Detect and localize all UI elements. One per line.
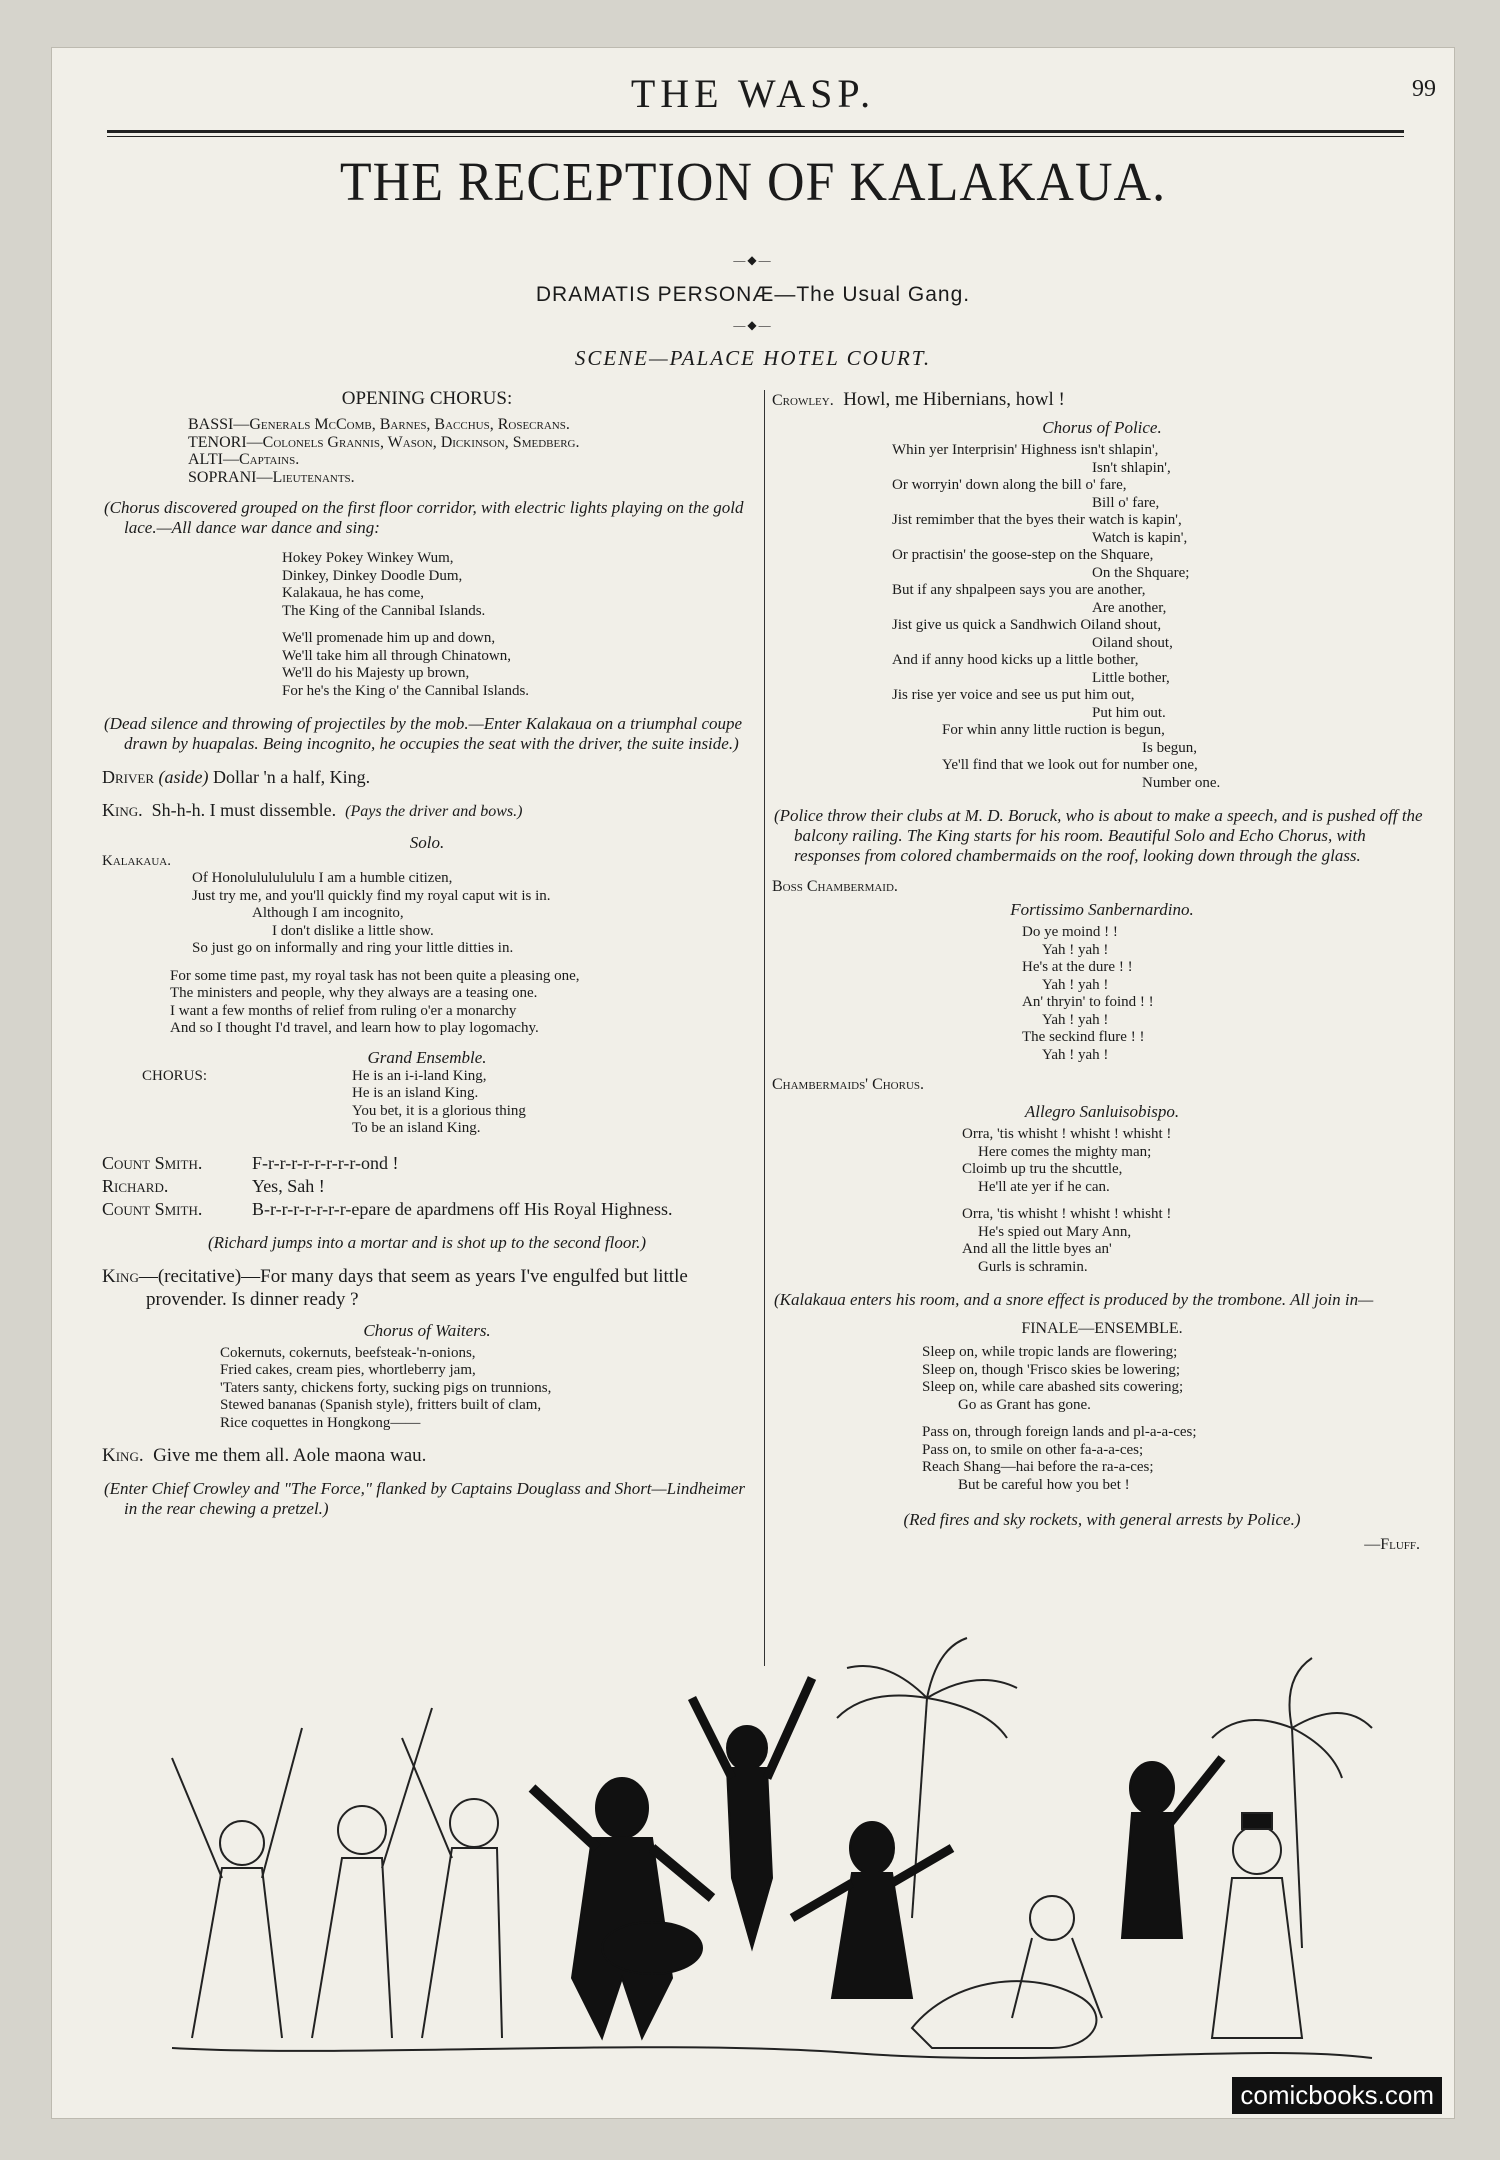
verse-line: Sleep on, though 'Frisco skies be lowering; (922, 1361, 1181, 1378)
line-text: Howl, me Hibernians, howl ! (843, 389, 1065, 410)
verse-line: We'll do his Majesty up brown, (282, 665, 470, 681)
scene-line: SCENE—PALACE HOTEL COURT. (574, 346, 932, 370)
verse-line: Jist remimber that the byes their watch is kapin', (892, 512, 1182, 528)
verse-line: Gurls is schramin. (978, 1258, 1088, 1275)
speaker-name: King. (102, 1445, 144, 1466)
author-signoff: —Fluff. (1364, 1536, 1420, 1553)
verse (1022, 924, 1432, 1064)
speaker-name: Crowley. (772, 392, 834, 409)
stage-direction: (Dead silence and throwing of projectiles by the mob.—Enter Kalakaua on a triumphal coupe drawn by huapalas. Being incognito, he occupies the seat with the driver, the suite inside.) (104, 714, 743, 753)
verse-line: Put him out. (1092, 704, 1166, 721)
verse-line: Or worryin' down along the bill o' fare, (892, 477, 1127, 493)
verse-line: We'll promenade him up and down, (282, 630, 496, 646)
verse-line: Jist give us quick a Sandhwich Oiland shout, (892, 617, 1162, 633)
cast-line: TENORI—Colonels Grannis, Wason, Dickinson, Smedberg. (188, 433, 580, 451)
verse-line: Orra, 'tis whisht ! whisht ! whisht ! (962, 1206, 1172, 1222)
verse-line: I want a few months of relief from ruling o'er a monarchy (170, 1002, 517, 1019)
page-number: 99 (1412, 76, 1436, 102)
line-text: Dollar 'n a half, King. (212, 767, 371, 787)
verse-line: Little bother, (1092, 669, 1170, 686)
solo-heading: Solo. (409, 833, 445, 852)
verse-line: For he's the King o' the Cannibal Islands. (282, 682, 530, 699)
line-text: Give me them all. Aole maona wau. (153, 1445, 427, 1466)
cast-line: ALTI—Captains. (188, 451, 300, 468)
verse (220, 1345, 752, 1433)
left-column (102, 388, 752, 1519)
verse-line: Number one. (1142, 774, 1221, 791)
verse (962, 1206, 1432, 1276)
verse-line: Isn't shlapin', (1092, 459, 1171, 476)
verse-line: Pass on, through foreign lands and pl-a-a-ces; (922, 1424, 1197, 1440)
finale-heading: FINALE—ENSEMBLE. (1021, 1320, 1183, 1337)
speaker-name: King. (102, 800, 143, 820)
cast-line: SOPRANI—Lieutenants. (188, 468, 355, 486)
verse-line: He's at the dure ! ! (1022, 959, 1133, 975)
verse-line: Yah ! yah ! (1042, 941, 1109, 958)
article-headline: THE RECEPTION OF KALAKAUA. (339, 152, 1167, 213)
ornament-divider: —◆— (733, 253, 773, 267)
masthead-rule (107, 130, 1404, 133)
verse-line: Is begun, (1142, 739, 1197, 756)
cartoon-illustration (152, 1618, 1392, 2088)
line-text: Sh-h-h. I must dissemble. (151, 800, 337, 820)
verse-line: He is an island King. (352, 1085, 479, 1101)
verse-line: And so I thought I'd travel, and learn how to play logomachy. (170, 1020, 539, 1036)
verse-line: Here comes the mighty man; (978, 1143, 1152, 1160)
verse-line: But be careful how you bet ! (958, 1476, 1130, 1493)
line-text: Yes, Sah ! (252, 1175, 325, 1196)
ensemble-block (102, 1068, 752, 1138)
speaker-name: Count Smith. (102, 1198, 203, 1219)
verse-line: To be an island King. (352, 1120, 481, 1136)
column-divider (764, 390, 765, 1666)
verse-line: Go as Grant has gone. (958, 1396, 1091, 1413)
verse-line: Yah ! yah ! (1042, 1011, 1109, 1028)
verse-line: Hokey Pokey Winkey Wum, (282, 550, 454, 566)
speaker-name: Kalakaua. (102, 853, 171, 869)
verse-line: The seckind flure ! ! (1022, 1029, 1145, 1045)
chorus-label: CHORUS: (142, 1067, 208, 1084)
verse-line: An' thryin' to foind ! ! (1022, 994, 1154, 1010)
verse-line: Dinkey, Dinkey Doodle Dum, (282, 567, 463, 584)
dialogue-line (102, 1444, 752, 1467)
verse-line: You bet, it is a glorious thing (352, 1102, 526, 1119)
verse-line: On the Shquare; (1092, 564, 1190, 581)
ornament-divider: —◆— (733, 318, 773, 332)
stage-direction: (Pays the driver and bows.) (345, 803, 523, 820)
line-text: B-r-r-r-r-r-r-r-epare de apardmens off His Royal Highness. (252, 1198, 673, 1219)
speaker-name: Driver (102, 767, 154, 787)
verse-line: Oiland shout, (1092, 634, 1173, 651)
verse-line: We'll take him all through Chinatown, (282, 647, 511, 664)
verse (282, 550, 752, 620)
stage-direction: (Red fires and sky rockets, with general arrests by Police.) (903, 1510, 1301, 1529)
verse-line: I don't dislike a little show. (272, 922, 434, 939)
verse-line: Although I am incognito, (252, 905, 404, 921)
verse-line: Kalakaua, he has come, (282, 585, 425, 601)
verse-line: The ministers and people, why they always are a teasing one. (170, 985, 538, 1001)
opening-chorus-heading: OPENING CHORUS: (341, 388, 513, 409)
newspaper-page (52, 48, 1454, 2118)
verse-line: For whin anny little ruction is begun, (942, 722, 1165, 738)
cast-line: BASSI—Generals McComb, Barnes, Bacchus, Rosecrans. (188, 416, 570, 433)
dramatis-personae: DRAMATIS PERSONÆ—The Usual Gang. (535, 283, 971, 306)
verse-line: Sleep on, while tropic lands are flowering; (922, 1344, 1178, 1360)
watermark: comicbooks.com (1232, 2077, 1442, 2114)
stage-direction: (Enter Chief Crowley and "The Force," flanked by Captains Douglass and Short—Lindheimer in the rear chewing a pretzel.) (104, 1479, 746, 1518)
dialogue-line (102, 1152, 752, 1175)
verse (962, 1126, 1432, 1196)
verse-line: The King of the Cannibal Islands. (282, 602, 486, 619)
verse-line: So just go on informally and ring your little ditties in. (192, 940, 514, 956)
verse (282, 630, 752, 700)
verse-line: Yah ! yah ! (1042, 1046, 1109, 1063)
verse (192, 870, 752, 958)
verse-line: Or practisin' the goose-step on the Shquare, (892, 547, 1154, 563)
right-column (772, 388, 1432, 1554)
verse (352, 1068, 752, 1138)
verse-line: Cloimb up tru the shcuttle, (962, 1161, 1123, 1177)
verse-line: And if anny hood kicks up a little bother, (892, 652, 1139, 668)
verse-line: He is an i-i-land King, (352, 1067, 487, 1084)
masthead-rule-thin (107, 136, 1404, 137)
speaker-name: Boss Chambermaid. (772, 878, 898, 895)
masthead-title: THE WASP. (630, 71, 876, 116)
stage-direction: (Chorus discovered grouped on the first floor corridor, with electric lights playing on the gold lace.—All dance war dance and sing: (104, 498, 744, 537)
dialogue-block (102, 1152, 752, 1221)
fortissimo-heading: Fortissimo Sanbernardino. (1010, 900, 1194, 919)
line-text: —(recitative)—For many days that seem as years I've engulfed but little provender. Is dinner ready ? (138, 1265, 688, 1310)
dialogue-line (102, 766, 752, 789)
verse-line: For some time past, my royal task has not been quite a pleasing one, (170, 967, 580, 984)
verse-line: Are another, (1092, 599, 1167, 616)
verse-line: Whin yer Interprisin' Highness isn't shlapin', (892, 442, 1159, 458)
stage-direction: (Kalakaua enters his room, and a snore effect is produced by the trombone. All join in— (774, 1290, 1374, 1309)
verse (922, 1424, 1432, 1494)
verse-line: Yah ! yah ! (1042, 976, 1109, 993)
verse-line: Ye'll find that we look out for number one, (942, 757, 1198, 773)
verse-line: Jis rise yer voice and see us put him out, (892, 687, 1135, 703)
verse-line: 'Taters santy, chickens forty, sucking pigs on trunnions, (220, 1379, 552, 1396)
speaker-name: King (102, 1265, 139, 1287)
verse-line: Just try me, and you'll quickly find my royal caput wit is in. (192, 887, 551, 904)
speaker-name: Richard. (102, 1175, 169, 1196)
verse-line: Of Honolulululululu I am a humble citizen, (192, 870, 453, 886)
verse-line: Pass on, to smile on other fa-a-a-ces; (922, 1441, 1144, 1458)
verse-line: Reach Shang—hai before the ra-a-ces; (922, 1459, 1154, 1475)
verse-line: Rice coquettes in Hongkong—— (220, 1414, 421, 1431)
verse-line: But if any shpalpeen says you are another, (892, 582, 1146, 598)
speaker-name: Chambermaids' Chorus. (772, 1076, 925, 1093)
verse-line: Sleep on, while care abashed sits cowering; (922, 1379, 1184, 1395)
verse-line: Orra, 'tis whisht ! whisht ! whisht ! (962, 1126, 1172, 1142)
cast-list (188, 416, 752, 486)
allegro-heading: Allegro Sanluisobispo. (1024, 1102, 1180, 1121)
stage-direction: (Richard jumps into a mortar and is shot up to the second floor.) (207, 1232, 647, 1252)
masthead (52, 62, 1454, 122)
dialogue-line (102, 1265, 752, 1311)
aside: (aside) (158, 767, 209, 787)
dialogue-line (102, 799, 752, 823)
verse (922, 1344, 1432, 1414)
verse-line: Stewed bananas (Spanish style), fritters built of clam, (220, 1397, 542, 1413)
verse-line: Bill o' fare, (1092, 494, 1160, 511)
speaker-name: Count Smith. (102, 1152, 203, 1173)
dialogue-line (772, 388, 1432, 412)
verse-line: He'll ate yer if he can. (978, 1178, 1110, 1195)
verse-line: Do ye moind ! ! (1022, 924, 1118, 940)
verse-line: He's spied out Mary Ann, (978, 1223, 1132, 1240)
waiters-heading: Chorus of Waiters. (363, 1320, 491, 1340)
stage-direction: (Police throw their clubs at M. D. Boruck, who is about to make a speech, and is pushed off the balcony railing. The King starts for his room. Beautiful Solo and Echo Chorus, with responses from colored chambermaids on the roof, looking down through the glass. (774, 806, 1423, 865)
ensemble-heading: Grand Ensemble. (367, 1047, 487, 1067)
line-text: F-r-r-r-r-r-r-r-r-ond ! (252, 1152, 399, 1173)
dialogue-line (102, 1198, 752, 1221)
verse-line: Fried cakes, cream pies, whortleberry jam, (220, 1362, 476, 1378)
police-verse (892, 442, 1432, 792)
police-heading: Chorus of Police. (1042, 418, 1162, 437)
verse (170, 968, 752, 1038)
verse-line: And all the little byes an' (962, 1241, 1112, 1257)
dialogue-line (102, 1175, 752, 1198)
verse-line: Cokernuts, cokernuts, beefsteak-'n-onions, (220, 1344, 476, 1361)
verse-line: Watch is kapin', (1092, 529, 1188, 546)
